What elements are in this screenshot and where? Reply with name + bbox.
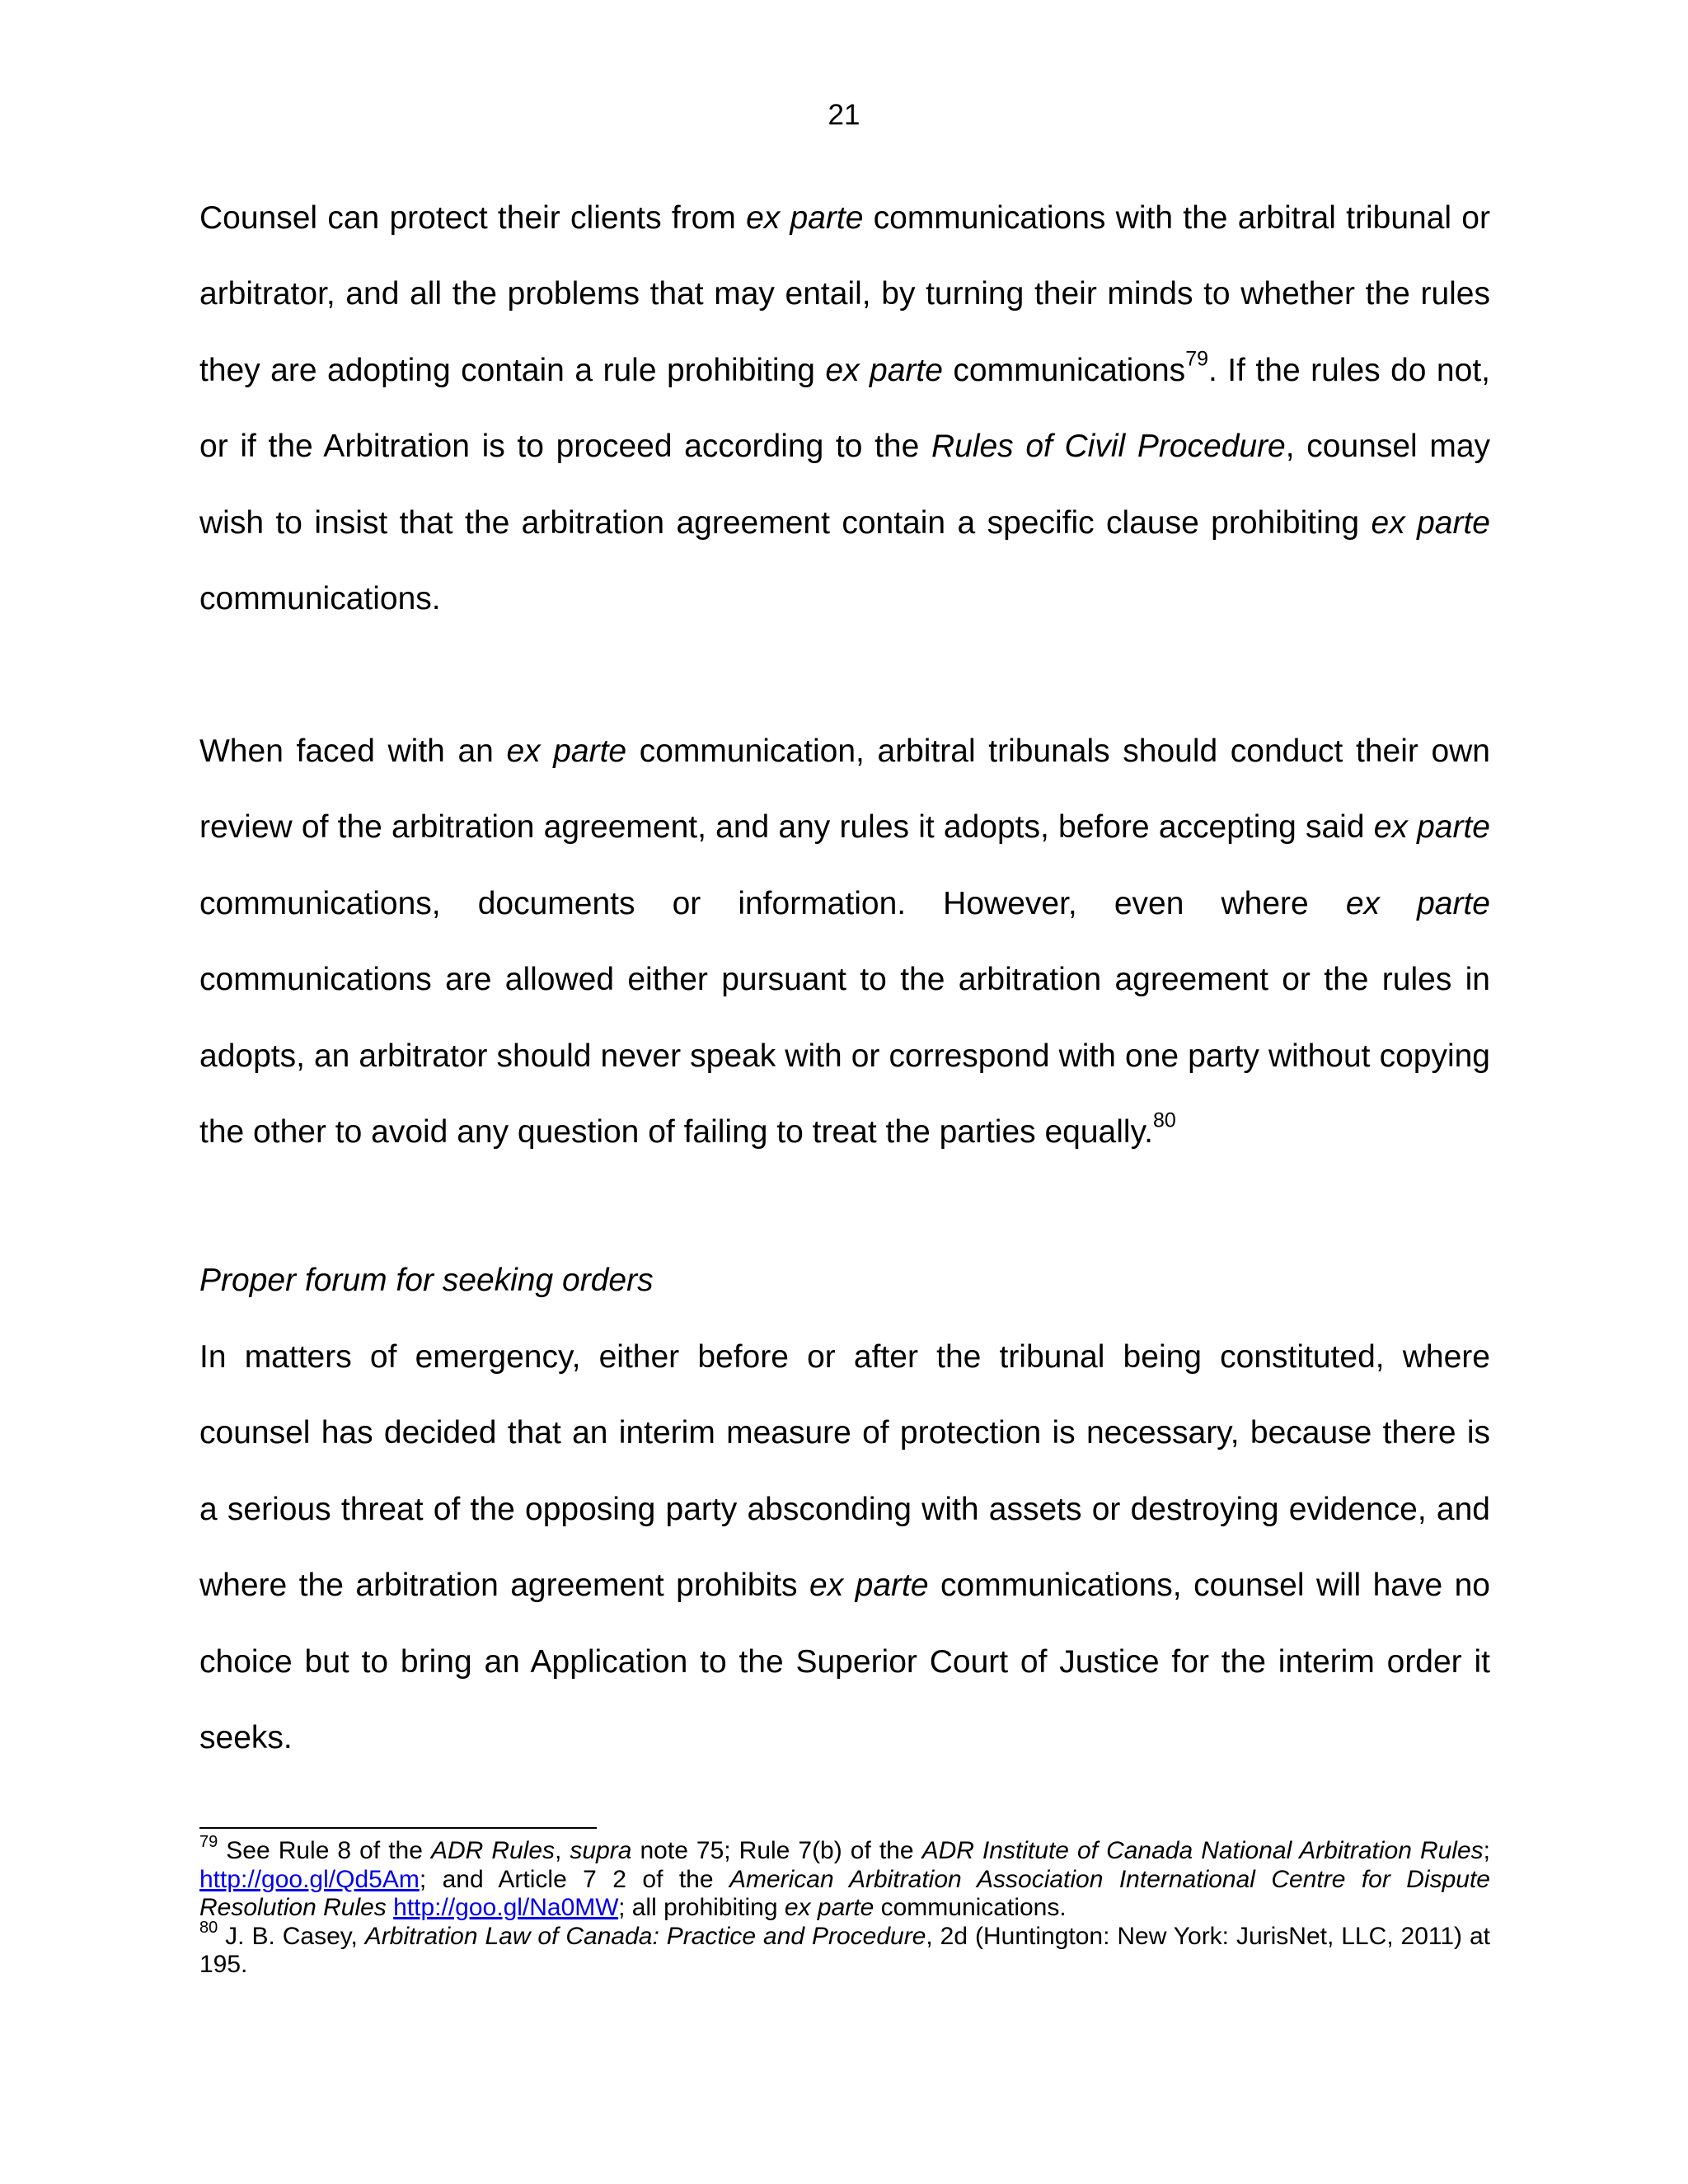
footnote-text: J. B. Casey, (218, 1922, 365, 1950)
footnote-text: , (555, 1837, 570, 1864)
italic-term: ex parte (784, 1894, 874, 1921)
paragraph-text: communication, arbitral tribunals should conduct their own review of the arbitration agreement, and any rules it adopts, before accepting said (199, 733, 1490, 846)
italic-term: ex parte (1345, 885, 1490, 921)
italic-term: ex parte (506, 733, 627, 769)
footnote-link[interactable]: http://goo.gl/Qd5Am (199, 1865, 420, 1893)
footnote-text: communications. (874, 1894, 1067, 1921)
paragraph-text: communications, documents or information. However, even where (199, 885, 1346, 921)
page-number: 21 (828, 99, 860, 131)
footnote-reference: 79 (1185, 347, 1208, 371)
footnote (199, 1833, 1491, 1923)
footnote-text (387, 1894, 393, 1921)
paragraph-text: , counsel may wish to insist that the arbitration agreement contain a specific clause prohibiting (199, 429, 1491, 541)
italic-term: Arbitration Law of Canada: Practice and Procedure (364, 1922, 926, 1950)
paragraph-text: communications (942, 352, 1186, 388)
footnote-text: ; (1483, 1837, 1491, 1864)
footnote-number: 80 (199, 1918, 218, 1937)
footnote-text: ; all prohibiting (618, 1894, 785, 1921)
footnote-reference: 80 (1153, 1108, 1176, 1132)
footnote-text: , 2d (Huntington: New York: JurisNet, LLC, 2011) at 195. (199, 1922, 1490, 1978)
footnote-link[interactable]: http://goo.gl/Na0MW (393, 1894, 619, 1921)
body-paragraph (199, 180, 1490, 637)
paragraph-text: . If the rules do not, or if the Arbitration is to proceed according to the (199, 352, 1490, 465)
footnote (199, 1918, 1490, 1980)
paragraph-text: communications. (199, 581, 441, 617)
italic-term: Rules of Civil Procedure (931, 429, 1286, 465)
italic-term: supra (570, 1837, 632, 1864)
italic-term: ex parte (825, 352, 943, 388)
footnote-text: ; and Article 7 2 of the (419, 1865, 729, 1893)
paragraph-text: When faced with an (199, 733, 507, 769)
footnote-text: note 75; Rule 7(b) of the (631, 1837, 922, 1864)
italic-term: ex parte (746, 200, 864, 236)
paragraph-text: Counsel can protect their clients from (199, 200, 747, 236)
italic-term: ex parte (1373, 809, 1490, 846)
body-paragraph (199, 1319, 1490, 1776)
paragraph-text: communications are allowed either pursuant to the arbitration agreement or the rules in adopts, an arbitrator should never speak with or correspond with one party without copying the other to avoid any question of failing to treat the parties equally. (199, 962, 1490, 1151)
italic-term: ex parte (1371, 504, 1490, 541)
footnote-text: See Rule 8 of the (218, 1837, 431, 1864)
footnote-number: 79 (199, 1833, 218, 1851)
section-heading: Proper forum for seeking orders (199, 1263, 654, 1298)
paragraph-text: communications with the arbitral tribunal or arbitrator, and all the problems that may entail, by turning their minds to whether the rules they are adopting contain a rule prohibiting (199, 200, 1490, 388)
italic-term: ADR Institute of Canada National Arbitration Rules (921, 1837, 1484, 1864)
footnote-separator (199, 1827, 597, 1829)
paragraph-text: communications, counsel will have no choice but to bring an Application to the Superior Court of Justice for the interim order it seeks. (199, 1568, 1490, 1756)
italic-term: ex parte (809, 1568, 929, 1604)
italic-term: ADR Rules (430, 1837, 556, 1864)
paragraph-text: In matters of emergency, either before or after the tribunal being constituted, where counsel has decided that an interim measure of protection is necessary, because there is a serious threat of the opposing party absconding with assets or destroying evidence, and where the arbitration agreement prohibits (199, 1339, 1490, 1604)
italic-term: American Arbitration Association International Centre for Dispute Resolution Rules (199, 1865, 1490, 1921)
body-paragraph (199, 714, 1490, 1170)
footnotes (199, 1833, 1491, 1980)
